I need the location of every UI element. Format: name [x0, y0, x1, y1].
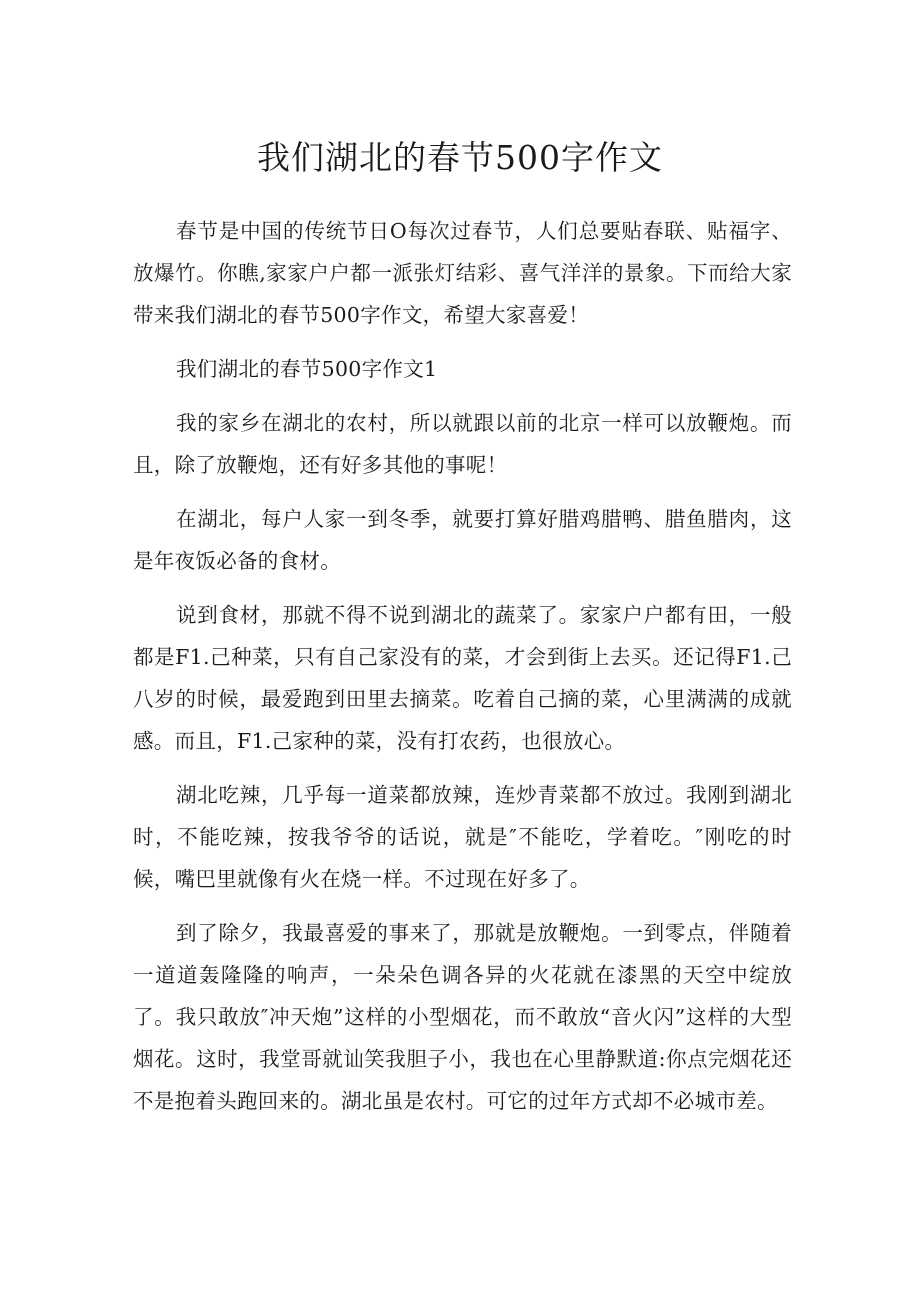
paragraph: 湖北吃辣，几乎每一道菜都放辣，连炒青菜都不放过。我刚到湖北时，不能吃辣，按我爷爷的话说，就是″不能吃，学着吃。″刚吃的时候，嘴巴里就像有火在烧一样。不过现在好多了。 [133, 783, 792, 891]
document-body [133, 210, 792, 1134]
paragraph: 我的家乡在湖北的农村，所以就跟以前的北京一样可以放鞭炮。而且，除了放鞭炮，还有好多其他的事呢！ [133, 411, 792, 477]
paragraph: 说到食材，那就不得不说到湖北的蔬菜了。家家户户都有田，一般都是F1.己种菜，只有自己家没有的菜，才会到街上去买。还记得F1.己八岁的时候，最爱跑到田里去摘菜。吃着自己摘的菜，心里满满的成就感。而且，F1.己家种的菜，没有打农药，也很放心。 [133, 603, 792, 753]
document-title: 我们湖北的春节500字作文 [257, 138, 663, 177]
paragraph: 在湖北，每户人家一到冬季，就要打算好腊鸡腊鸭、腊鱼腊肉，这是年夜饭必备的食材。 [133, 507, 792, 573]
paragraph: 到了除夕，我最喜爱的事来了，那就是放鞭炮。一到零点，伴随着一道道轰隆隆的响声，一朵朵色调各异的火花就在漆黑的天空中绽放了。我只敢放″冲天炮”这样的小型烟花，而不敢放“音火闪”这样的大型烟花。这时，我堂哥就讪笑我胆子小，我也在心里静默道:你点完烟花还不是抱着头跑回来的。湖北虽是农村。可它的过年方式却不必城市差。 [133, 921, 792, 1113]
paragraph-subheading: 我们湖北的春节500字作文1 [176, 357, 438, 381]
paragraph-intro: 春节是中国的传统节日O每次过春节，人们总要贴春联、贴福字、放爆竹。你瞧,家家户户都一派张灯结彩、喜气洋洋的景象。下而给大家带来我们湖北的春节500字作文，希望大家喜爱！ [133, 219, 792, 327]
